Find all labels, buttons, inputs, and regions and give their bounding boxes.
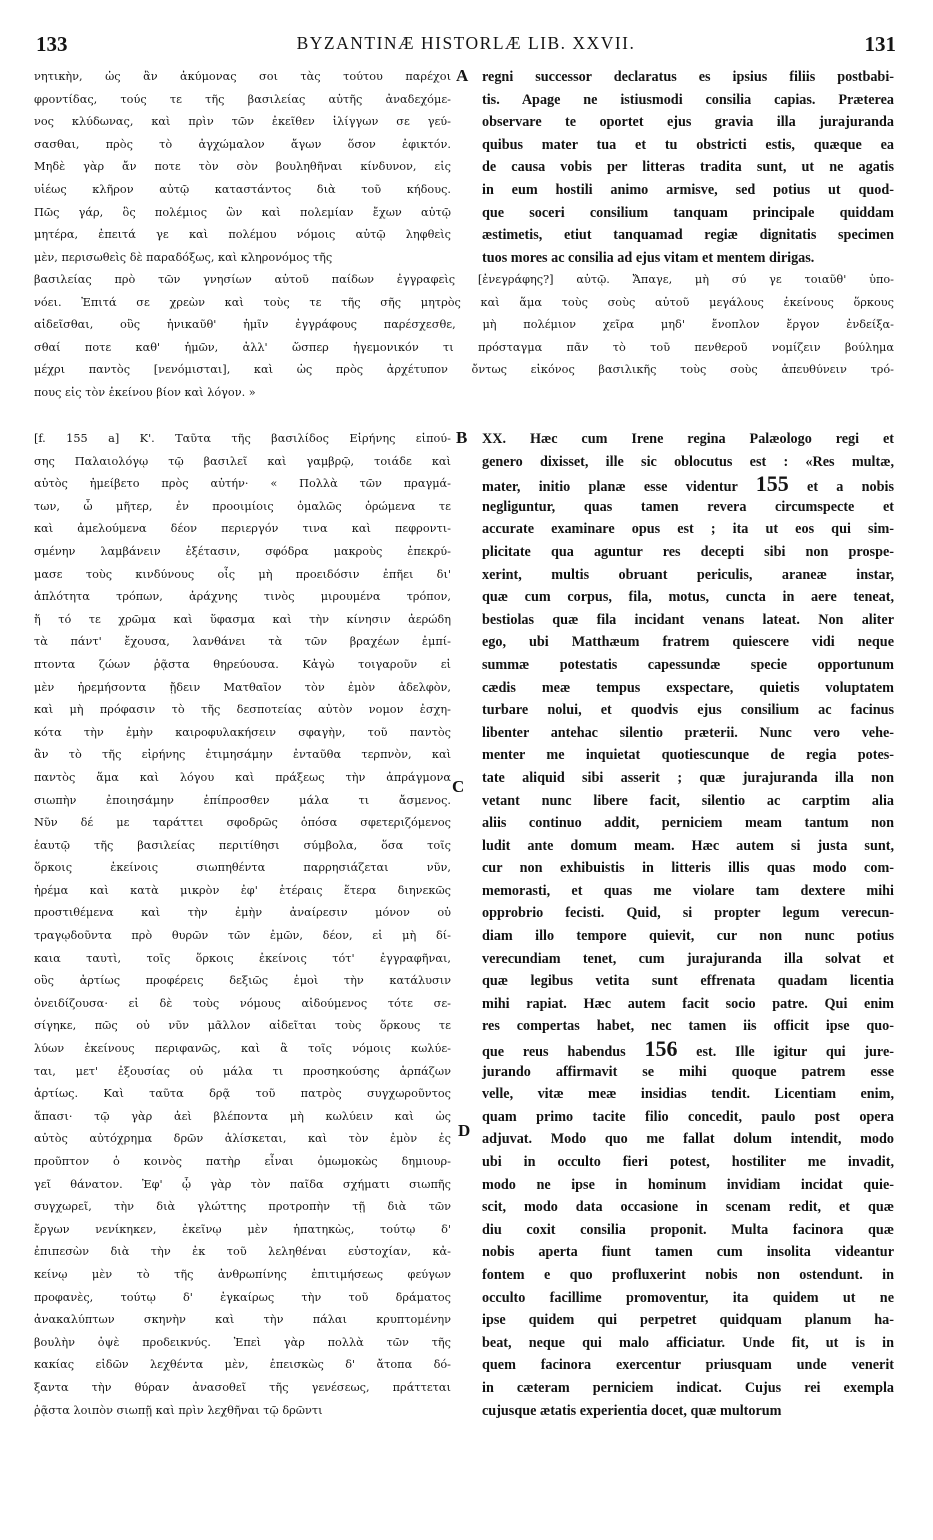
text-line: μασε τοὺς κινδύνους οἷς μὴ προειδόσιν ἐπῆει δι' [34, 567, 451, 581]
text-line: que reus habendus 156 est. Ille igitur qui jure- [482, 1036, 894, 1062]
greek-column [34, 428, 451, 1422]
text-line: menter me inquietat quotiescunque de regia potes- [482, 747, 894, 764]
page-number-right: 131 [864, 32, 896, 56]
text-line: νόει. Ἐπιτά σε χρεὼν καὶ τοὺς τε τῆς σῆς μητρὸς καὶ ἅμα τοὺς σοὺς αὐτοῦ μεγάλους ἐκείνους ὅρκους [34, 295, 894, 309]
text-line: ται, μετ' ἐξουσίας οὐ μάλα τι προσηκούσης ἁρπάζων [34, 1064, 451, 1078]
text-line: πους εἰς τὸν ἐκείνου βίον καὶ λόγον. » [34, 385, 256, 399]
margin-letter-b: B [456, 428, 468, 447]
greek-column-top [34, 66, 451, 269]
text-line: προστιθέμενα καὶ τὴν ἐμὴν ἀναίρεσιν μόνον οὐ [34, 906, 451, 920]
text-line: de causa vobis per litteras tradita sunt, ut ne agatis [482, 159, 894, 176]
text-line: ἀνακαλύπτων σκηνὴν καὶ τὴν πάλαι κρυπτομένην [34, 1313, 451, 1327]
text-line: cujusque ætatis experientia docet, quæ multorum [482, 1402, 782, 1419]
text-line: ἁπλότητα τρόπων, ἀράχνης τινὸς μιρουμένα τρόπον, [34, 590, 451, 604]
margin-letter-a: A [456, 66, 469, 85]
text-line: mater, initio planæ esse videntur 155 et a nobis [482, 471, 894, 497]
text-line: προῦπτον ὁ κοινὸς πατὴρ εἶναι ὀμωμοκὼς δημιουρ- [34, 1155, 451, 1168]
text-line: negliguntur, quas tamen revera circumspecte et [482, 498, 894, 515]
text-line: κότα τὴν ἐμὴν καιροφυλακήσειν σφαγὴν, τοῦ παντὸς [34, 725, 451, 739]
text-line: occulto facillime promoventur, ita quidem ut ne [482, 1289, 894, 1306]
text-line: quæ legibus vetita sunt effrenata quadam licentia [482, 973, 894, 990]
text-line: παντὸς ἅμα καὶ λόγου καὶ πράξεως τὴν ἀπράγμονα [34, 770, 451, 784]
text-line: ξαντα τὴν θύραν ἀνασοθεῖ τῆς γενέσεως, πράττεται [34, 1380, 451, 1394]
text-line: vetant nunc libere facit, silentio ac carptim alia [482, 792, 894, 809]
text-line: jurando affirmavit se mihi quoque patrem esse [482, 1063, 894, 1080]
text-line: regni successor declaratus es ipsius filiis postbabi- [482, 69, 894, 85]
text-line: συγχωρεῖ, τὴν διὰ γλώττης προτροπὴν τῇ διὰ τῶν [34, 1200, 451, 1214]
text-line: ῥᾷστα λοιπὸν σιωπῇ καὶ πρὶν λεχθῆναι τῷ δρῶντι [34, 1403, 323, 1417]
text-line: æstimetis, etiut tanquamad regiæ dignitatis specimen [482, 227, 894, 244]
text-line: αὐτὸς ἠμείβετο πρὸς αὐτήν· « Πολλὰ τῶν πραγμά- [34, 477, 451, 491]
text-line: λύων ἐκείνους περιφανῶς, καὶ ἃ τοῖς νόμοις κωλύε- [34, 1042, 451, 1056]
text-line: τὰ πάντ' ἔχουσα, λανθάνει τὰ τῶν βραχέων ἐμπί- [34, 635, 451, 649]
text-line: adjuvat. Modo quo me fallat dolum intendit, modo [482, 1131, 894, 1148]
text-line: ἥ τό τε χρῶμα καὶ ὕφασμα καὶ τὴν κίνησιν ἀερώδη [34, 612, 451, 626]
text-line: καὶ ἀμελούμενα δέον περιεργόν τινα καὶ πεφροντι- [34, 522, 451, 536]
text-line: Πῶς γάρ, ὃς πολέμιος ὢν καὶ πολεμίαν ἔχων αὐτῷ [34, 205, 451, 219]
text-line: in eum hostili animo armisve, sed potius ut quod- [482, 181, 894, 198]
text-line: in cæteram perniciem indicat. Cujus rei exempla [482, 1379, 894, 1396]
greek-full-width-block [34, 269, 894, 405]
text-line: scit, modo data occasione in scenam redit, et quæ [482, 1199, 894, 1216]
text-line: tuos mores ac consilia ad ejus vitam et mentem dirigas. [482, 249, 815, 266]
text-line: οὓς ἀρτίως προφέρεις δεξιῶς ἐμοὶ τὴν κατάλυσιν [34, 974, 451, 988]
text-line: Νῦν δέ με ταράττει σφοδρῶς ὁπόσα σφετεριζόμενος [34, 816, 451, 830]
text-line: libenter antehac silentio præterii. Nunc vero vehe- [482, 724, 894, 741]
page-number-left: 133 [36, 32, 68, 56]
text-line: ἠρέμα καὶ κατὰ μικρὸν ἐφ' ἑτέραις ἕτερα διηνεκῶς [34, 883, 451, 897]
text-line: tate aliquid sibi asserit ; quæ jurajuranda illa non [482, 769, 894, 786]
text-line: modo ne ipse in hominum invidiam incidat quie- [482, 1176, 894, 1193]
text-line: ἀρτίως. Καὶ ταῦτα δρᾷ τοῦ πατρὸς συγχωροῦντος [34, 1087, 451, 1101]
text-line: beat, neque qui malo afficiatur. Unde fit, ut is in [482, 1334, 894, 1351]
text-line: [f. 155 a] Κ'. Ταῦτα τῆς βασιλίδος Εἰρήνης εἰπού- [34, 432, 451, 445]
text-line: cur non exhibuistis in litteris illis quas modo com- [482, 860, 894, 877]
text-line: σης Παλαιολόγῳ τῷ βασιλεῖ καὶ γαμβρῷ, τοιάδε καὶ [34, 454, 451, 468]
text-line: βουλὴν ὀψὲ προδεικνύς. Ἐπεὶ γὰρ πολλὰ τῶν τῆς [34, 1335, 451, 1349]
text-line: que soceri consilium tanquam principale quiddam [482, 204, 894, 221]
text-line: μητέρα, ἐπειτά γε καὶ πολέμου νόμοις αὐτῷ ληφθεὶς [34, 228, 451, 242]
text-line: cædis meæ tempus exspectare, quietis voluptatem [482, 679, 894, 696]
text-line: γεῖ θάνατον. Ἐφ' ᾧ γὰρ τὸν παῖδα σχήματι σιωπῆς [34, 1177, 451, 1191]
text-line: summæ potestatis capessundæ specie opportunum [482, 656, 894, 673]
text-line: quam primo tacite filio concedit, paulo post opera [482, 1108, 894, 1125]
text-line: αὐτὸς αὐτόχρημα δρῶν ἁλίσκεται, καὶ τὸν ἐμὸν ἐς [34, 1132, 451, 1146]
text-line: ipse quidem qui perpetret quidquam planum ha- [482, 1312, 894, 1329]
text-line: σίγηκε, πῶς οὐ νῦν μᾶλλον αἰδεῖται τοὺς ὅρκους τε [34, 1019, 451, 1033]
text-line: quæ cum corpus, fila, motus, cuncta in aere teneat, [482, 589, 894, 606]
text-line: aliis continuo addit, perniciem meam tantum non [482, 815, 894, 832]
text-line: καια ταυτὶ, τοῖς ὅρκοις ἐκείνοις τότ' ἐγγραφῆναι, [34, 951, 451, 965]
margin-letter-d: D [458, 1121, 471, 1140]
text-line: memorasti, et quas me violare tam dextere mihi [482, 882, 894, 899]
text-line: velle, vitæ meæ insidias tendit. Licentiam enim, [482, 1086, 894, 1103]
text-line: diam illo tempore quievit, cur non nunc potius [482, 928, 894, 945]
text-line: τραγῳδοῦντα πρὸ θυρῶν τῶν ἐμῶν, δέον, εἰ μὴ δί- [34, 929, 451, 943]
text-line: fontem e quo profluxerint nobis non ostendunt. in [482, 1266, 894, 1283]
text-line: ἔργων νενίκηκεν, ἐκεῖνῳ μὲν ἠπατηκὼς, τούτῳ δ' [34, 1222, 451, 1236]
text-line: Μηδὲ γὰρ ἄν ποτε τὸν σὸν βουληθῆναι κίνδυνον, εἰς [34, 160, 451, 174]
text-line: turbare nolui, et quodvis ejus consilium ac facinus [482, 702, 894, 719]
page-header [36, 32, 896, 58]
text-line: καὶ μὴ πρόφασιν τὸ τῆς δεσποτείας αὐτὸν νομον ἐσχη- [34, 703, 451, 717]
text-line: XX. Hæc cum Irene regina Palæologo regi et [482, 431, 894, 447]
text-line: ὅρκοις ἐκείνοις σιωπηθέντα παρρησιάζεται νῦν, [34, 861, 451, 875]
text-line: ὀνειδίζουσα· εἰ δὲ τοὺς νόμους αἰδούμενος τότε σε- [34, 996, 451, 1010]
text-line: res compertas habet, nec tamen iis officit ipse quo- [482, 1018, 894, 1035]
text-line: quibus mater tua et tu obstricti estis, quæque ea [482, 136, 894, 153]
text-line: mihi rapiat. Hæc autem facit socio patre. Qui enim [482, 995, 894, 1012]
latin-column [482, 428, 894, 1422]
text-line: ubi in occulto fieri potest, hostiliter me invadit, [482, 1154, 894, 1170]
edition-page-marker: 155 [755, 471, 789, 497]
text-line: των, ὦ μῆτερ, ἐν προοιμίοις ὁμαλῶς ὁρώμενα τε [34, 499, 451, 513]
text-line: quem facinora exercentur priusquam unde venerit [482, 1357, 894, 1374]
text-line: πτοντα ζώων ῥᾷστα θηρεύουσα. Κἀγὼ τοιγαροῦν εἰ [34, 657, 451, 671]
text-line: nobis aperta fiunt tamen cum insolita videantur [482, 1244, 894, 1261]
text-line: κείνῳ μὲν τὸ τῆς ἀνθρωπίνης ἐπιτιμήσεως φεύγων [34, 1267, 451, 1281]
text-line: ἅπασι· τῷ γὰρ ἀεὶ βλέποντα μὴ κωλύειν καὶ ὡς [34, 1109, 451, 1123]
text-line: genero dixisset, ille sic oblocutus est : «Res multæ, [482, 453, 894, 470]
text-line: υἱέως κλῆρον αὐτῷ καταστάντος διὰ τοῦ κήδους. [34, 182, 451, 196]
text-line: νητικὴν, ὡς ἂν ἀκύμονας σοι τὰς τούτου παρέχοι [34, 70, 451, 83]
latin-column-top [482, 66, 894, 269]
text-line: σασθαι, πρὸς τὸ ἀγχώμαλον ἄγων ὅσον ἐφικτόν. [34, 137, 451, 151]
margin-letter-c: C [452, 777, 465, 796]
edition-page-marker: 156 [644, 1036, 678, 1062]
text-line: σμένην λαμβάνειν ἐξέτασιν, σφόδρα μακροὺς ἐπεκρύ- [34, 544, 451, 558]
text-line: προφανὲς, τούτῳ δ' ἐγκαίρως τὴν τοῦ δράματος [34, 1290, 451, 1304]
text-line: accurate examinare opus est ; ita ut eos qui sim- [482, 521, 894, 538]
text-line: μέχρι παντὸς [νενόμισται], καὶ ὡς πρὸς ἀρχέτυπον ὄντως εἰκόνος βασιλικῆς τοὺς σοὺς ἀπευθύνειν τρό- [34, 363, 894, 377]
text-line: verecundiam tenet, cum jurajuranda illa solvat et [482, 950, 894, 967]
text-line: ludit ante domum meam. Hæc autem si justa sunt, [482, 837, 894, 854]
text-line: ἂν τὸ τῆς εἰρήνης ἐτιμησάμην ἐνταῦθα τερπνὸν, καὶ [34, 748, 451, 762]
text-line: ἑαυτῷ τῆς βασιλείας περιτίθησι σύμβολα, ὅσα τοῖς [34, 838, 451, 852]
text-line: σθαί ποτε καθ' ἡμῶν, ἀλλ' ὥσπερ ἡγεμονικόν τι πρόσταγμα πᾶν τὸ τοῦ πενθεροῦ νομίζειν βούλημα [34, 340, 894, 354]
text-line: μὲν, περισωθεὶς δὲ παραδόξως, καὶ κληρονόμος τῆς [34, 250, 333, 264]
text-line: σιωπὴν ἐποιησάμην ἐπίπροσθεν μάλα τι ἄσμενος. [34, 793, 451, 807]
text-line: ἐπιπεσὼν διὰ τὴν ἐκ τοῦ λεληθέναι εὐστοχίαν, κἀ- [34, 1245, 451, 1259]
text-line: opprobrio fecisti. Quid, si propter legum verecun- [482, 905, 894, 922]
text-line: observare te oportet ejus gravia illa jurajuranda [482, 114, 894, 131]
text-line: diu coxit consilia proponit. Multa facinora quæ [482, 1221, 894, 1238]
text-line: bestiolas quæ fila incidant venans lateat. Non aliter [482, 611, 894, 628]
text-line: κακίας εἰδῶν λεχθέντα μὲν, ἐπεισκὼς δ' ἄτοπα δό- [34, 1358, 451, 1372]
text-line: ego, ubi Matthæum fratrem quiescere vidi neque [482, 634, 894, 651]
text-line: tis. Apage ne istiusmodi consilia capias. Præterea [482, 91, 894, 108]
running-title: BYZANTINÆ HISTORLÆ LIB. XXVII. [296, 33, 636, 53]
text-line: μὲν ἠρεμήσοντα ᾔδειν Ματθαῖον τὸν ἐμὸν ἀδελφὸν, [34, 680, 451, 694]
text-line: xerint, multis obruant periculis, araneæ instar, [482, 566, 894, 583]
text-line: βασιλείας πρὸ τῶν γνησίων αὐτοῦ παίδων ἐγγραφεὶς [ἐνεγράφης?] αὐτῷ. Ἄπαγε, μὴ σύ γε τοιαῦθ' ὑπο- [34, 273, 894, 286]
text-line: αἰδεῖσθαι, οὓς ἡνικαῦθ' ἡμῖν ἐγγράφους παρέσχεσθε, μὴ πολέμιον χεῖρα μηδ' ἔνοπλον ἔργον ἐνδείξα- [34, 318, 894, 332]
text-line: νος κλύδωνας, καὶ πρὶν τῶν ἐκεῖθεν ἰλίγγων σε γεύ- [34, 115, 451, 129]
text-line: plicitate qua aguntur res decepti sibi non prospe- [482, 543, 894, 560]
text-line: φροντίδας, τούς τε τῆς βασιλείας αὐτῆς ἀναδεχόμε- [34, 92, 451, 106]
